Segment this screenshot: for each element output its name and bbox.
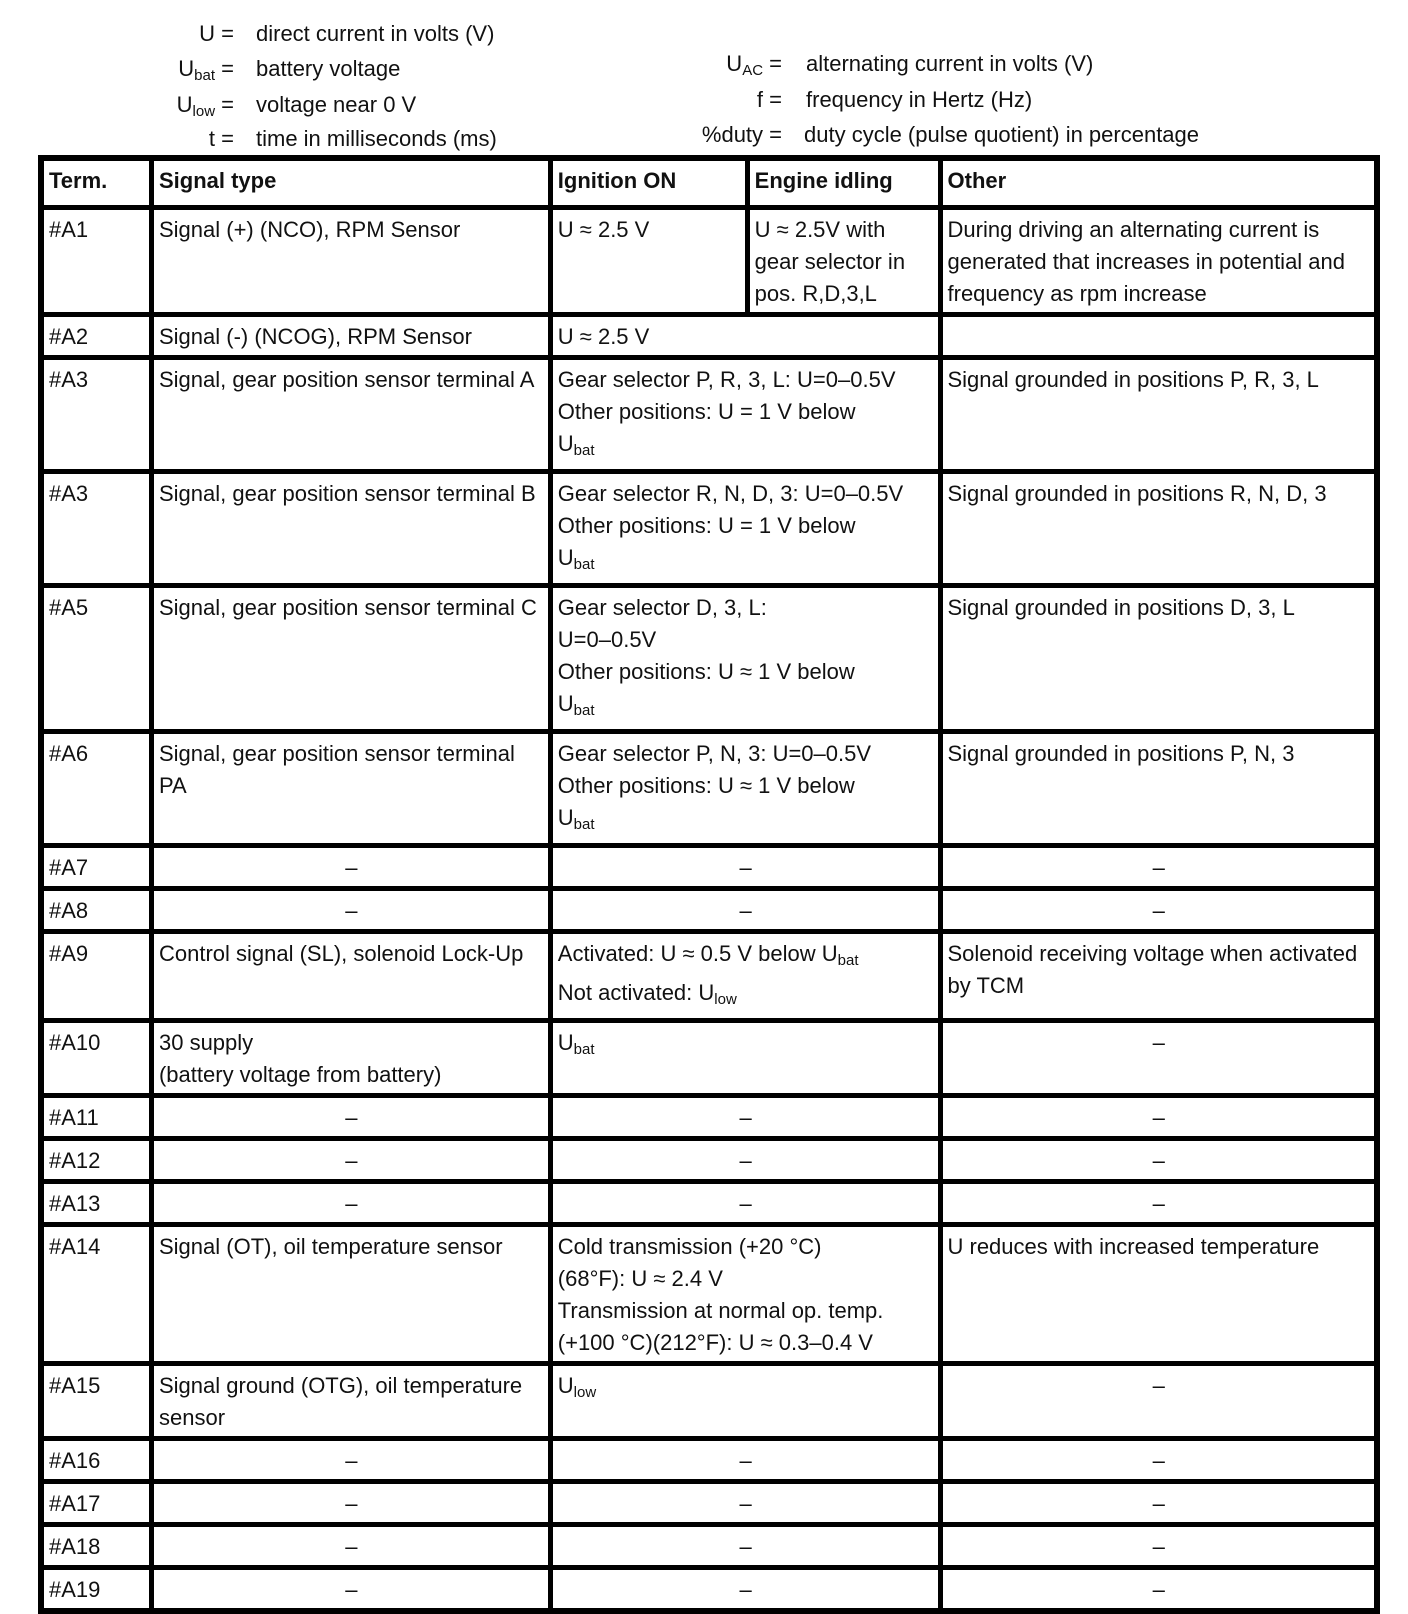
cell-line: Activated: U ≈ 0.5 V below $U_{bat}$	[557, 941, 859, 969]
signal-type-cell: Signal, gear position sensor terminal B	[151, 472, 550, 586]
header-term: Term.	[41, 158, 151, 208]
ignition-on-cell: –	[550, 1568, 940, 1612]
term-cell: #A19	[41, 1568, 151, 1612]
table-row	[41, 932, 1377, 1021]
cell-line: $U_{bat}$	[557, 431, 595, 459]
cell-line: Other positions: U ≈ 1 V below	[557, 773, 855, 798]
cell-line: (+100 °C)(212°F): U ≈ 0.3–0.4 V	[557, 1330, 873, 1355]
table-row	[41, 1225, 1377, 1364]
signal-type-cell: Signal, gear position sensor terminal PA	[151, 732, 550, 846]
other-cell: Solenoid receiving voltage when activated by TCM	[940, 932, 1377, 1021]
header-ignition-on: Ignition ON	[550, 158, 747, 208]
other-cell: –	[940, 1482, 1377, 1525]
signal-type-cell: –	[151, 1139, 550, 1182]
other-cell: Signal grounded in positions P, N, 3	[940, 732, 1377, 846]
legend-symbol: t =	[208, 126, 234, 151]
signal-type-cell: Signal, gear position sensor terminal A	[151, 358, 550, 472]
term-cell: #A5	[41, 586, 151, 732]
table-row	[41, 472, 1377, 586]
engine-idling-cell: U ≈ 2.5V with gear selector in pos. R,D,3,L	[747, 208, 940, 315]
term-cell: #A8	[41, 889, 151, 932]
cell-line: Cold transmission (+20 °C)	[557, 1234, 822, 1259]
cell-line: Gear selector D, 3, L:	[557, 595, 767, 620]
legend-description: voltage near 0 V	[256, 92, 417, 117]
other-cell: Signal grounded in positions D, 3, L	[940, 586, 1377, 732]
other-cell: –	[940, 1568, 1377, 1612]
signal-type-cell: Signal (-) (NCOG), RPM Sensor	[151, 315, 550, 358]
signal-type-cell: –	[151, 1482, 550, 1525]
ignition-on-cell: –	[550, 1439, 940, 1482]
legend-symbol: %duty =	[701, 122, 782, 147]
table-row	[41, 1139, 1377, 1182]
other-cell: Signal grounded in positions P, R, 3, L	[940, 358, 1377, 472]
other-cell: –	[940, 1182, 1377, 1225]
other-cell: –	[940, 1364, 1377, 1439]
other-cell: –	[940, 846, 1377, 889]
cell-line: Not activated: $U_{low}$	[557, 980, 737, 1008]
cell-line: $U_{bat}$	[557, 691, 595, 719]
term-cell: #A17	[41, 1482, 151, 1525]
table-row	[41, 586, 1377, 732]
table-row	[41, 1482, 1377, 1525]
table-row	[41, 1525, 1377, 1568]
other-cell: –	[940, 1096, 1377, 1139]
other-cell: –	[940, 889, 1377, 932]
other-cell: –	[940, 1021, 1377, 1096]
term-cell: #A2	[41, 315, 151, 358]
term-cell: #A15	[41, 1364, 151, 1439]
cell-line: (68°F): U ≈ 2.4 V	[557, 1266, 723, 1291]
ignition-on-cell: –	[550, 1482, 940, 1525]
signal-type-cell: Control signal (SL), solenoid Lock-Up	[151, 932, 550, 1021]
legend-symbol: $U_{bat}$ =	[178, 56, 234, 84]
term-cell: #A16	[41, 1439, 151, 1482]
other-cell: During driving an alternating current is generated that increases in potential and frequency as rpm increase	[940, 208, 1377, 315]
ignition-on-cell	[550, 586, 940, 732]
signal-type-cell	[151, 1021, 550, 1096]
cell-line: U=0–0.5V	[557, 627, 657, 652]
legend-symbol: $U_{AC}$ =	[726, 51, 782, 79]
cell-line: 30 supply	[158, 1030, 254, 1055]
ignition-on-cell: $U_{bat}$	[550, 1021, 940, 1096]
table-row	[41, 889, 1377, 932]
term-cell: #A7	[41, 846, 151, 889]
signal-type-cell: Signal (OT), oil temperature sensor	[151, 1225, 550, 1364]
ignition-on-cell: –	[550, 1139, 940, 1182]
signal-type-cell: –	[151, 889, 550, 932]
signal-type-cell: Signal (+) (NCO), RPM Sensor	[151, 208, 550, 315]
ignition-on-cell: –	[550, 1182, 940, 1225]
ignition-on-cell	[550, 932, 940, 1021]
ignition-on-cell: –	[550, 846, 940, 889]
other-cell	[940, 315, 1377, 358]
ignition-on-cell: U ≈ 2.5 V	[550, 315, 940, 358]
ignition-on-cell	[550, 1225, 940, 1364]
table-row	[41, 315, 1377, 358]
signal-type-cell: –	[151, 1182, 550, 1225]
table-row	[41, 1096, 1377, 1139]
table-row	[41, 208, 1377, 315]
table-row	[41, 846, 1377, 889]
header-other: Other	[940, 158, 1377, 208]
signal-type-cell: –	[151, 1525, 550, 1568]
cell-line: Gear selector P, N, 3: U=0–0.5V	[557, 741, 872, 766]
term-cell: #A6	[41, 732, 151, 846]
term-cell: #A13	[41, 1182, 151, 1225]
header-engine-idling: Engine idling	[747, 158, 940, 208]
legend-description: alternating current in volts (V)	[806, 51, 1094, 76]
legend-description: duty cycle (pulse quotient) in percentage	[804, 122, 1200, 147]
table-row	[41, 1182, 1377, 1225]
term-cell: #A18	[41, 1525, 151, 1568]
cell-line: (battery voltage from battery)	[158, 1062, 442, 1087]
table-row	[41, 1439, 1377, 1482]
term-cell: #A1	[41, 208, 151, 315]
term-cell: #A11	[41, 1096, 151, 1139]
cell-line: Other positions: U = 1 V below	[557, 399, 856, 424]
ignition-on-cell: –	[550, 1525, 940, 1568]
other-cell: –	[940, 1525, 1377, 1568]
legend-symbol: U =	[199, 21, 234, 46]
header-signal-type: Signal type	[151, 158, 550, 208]
legend-symbol: f =	[756, 87, 782, 112]
legend-description: time in milliseconds (ms)	[256, 126, 497, 151]
legend-description: direct current in volts (V)	[256, 21, 495, 46]
term-cell: #A12	[41, 1139, 151, 1182]
legend-description: frequency in Hertz (Hz)	[806, 87, 1033, 112]
legend-description: battery voltage	[256, 56, 401, 81]
table-row	[41, 1568, 1377, 1612]
cell-line: Transmission at normal op. temp.	[557, 1298, 884, 1323]
other-cell: –	[940, 1439, 1377, 1482]
term-cell: #A10	[41, 1021, 151, 1096]
ignition-on-cell: –	[550, 1096, 940, 1139]
cell-line: Other positions: U = 1 V below	[557, 513, 856, 538]
signal-type-cell: –	[151, 1439, 550, 1482]
cell-line: Gear selector P, R, 3, L: U=0–0.5V	[557, 367, 896, 392]
cell-line: Gear selector R, N, D, 3: U=0–0.5V	[557, 481, 904, 506]
table-row	[41, 1021, 1377, 1096]
signal-type-cell: Signal ground (OTG), oil temperature sensor	[151, 1364, 550, 1439]
term-cell: #A3	[41, 472, 151, 586]
term-cell: #A3	[41, 358, 151, 472]
ignition-on-cell: $U_{low}$	[550, 1364, 940, 1439]
ignition-on-cell: U ≈ 2.5 V	[550, 208, 747, 315]
signal-type-cell: –	[151, 1096, 550, 1139]
cell-line: $U_{bat}$	[557, 805, 595, 833]
signal-type-cell: –	[151, 1568, 550, 1612]
term-cell: #A9	[41, 932, 151, 1021]
terminal-signal-table	[38, 155, 1380, 1614]
ignition-on-cell	[550, 732, 940, 846]
legend-symbol: $U_{low}$ =	[176, 92, 234, 120]
ignition-on-cell: –	[550, 889, 940, 932]
ignition-on-cell	[550, 358, 940, 472]
other-cell: Signal grounded in positions R, N, D, 3	[940, 472, 1377, 586]
cell-line: $U_{bat}$	[557, 545, 595, 573]
table-row	[41, 732, 1377, 846]
cell-line: Other positions: U ≈ 1 V below	[557, 659, 855, 684]
term-cell: #A14	[41, 1225, 151, 1364]
table-row	[41, 358, 1377, 472]
ignition-on-cell	[550, 472, 940, 586]
table-header-row	[41, 158, 1377, 208]
signal-type-cell: Signal, gear position sensor terminal C	[151, 586, 550, 732]
table-row	[41, 1364, 1377, 1439]
other-cell: U reduces with increased temperature	[940, 1225, 1377, 1364]
other-cell: –	[940, 1139, 1377, 1182]
signal-type-cell: –	[151, 846, 550, 889]
